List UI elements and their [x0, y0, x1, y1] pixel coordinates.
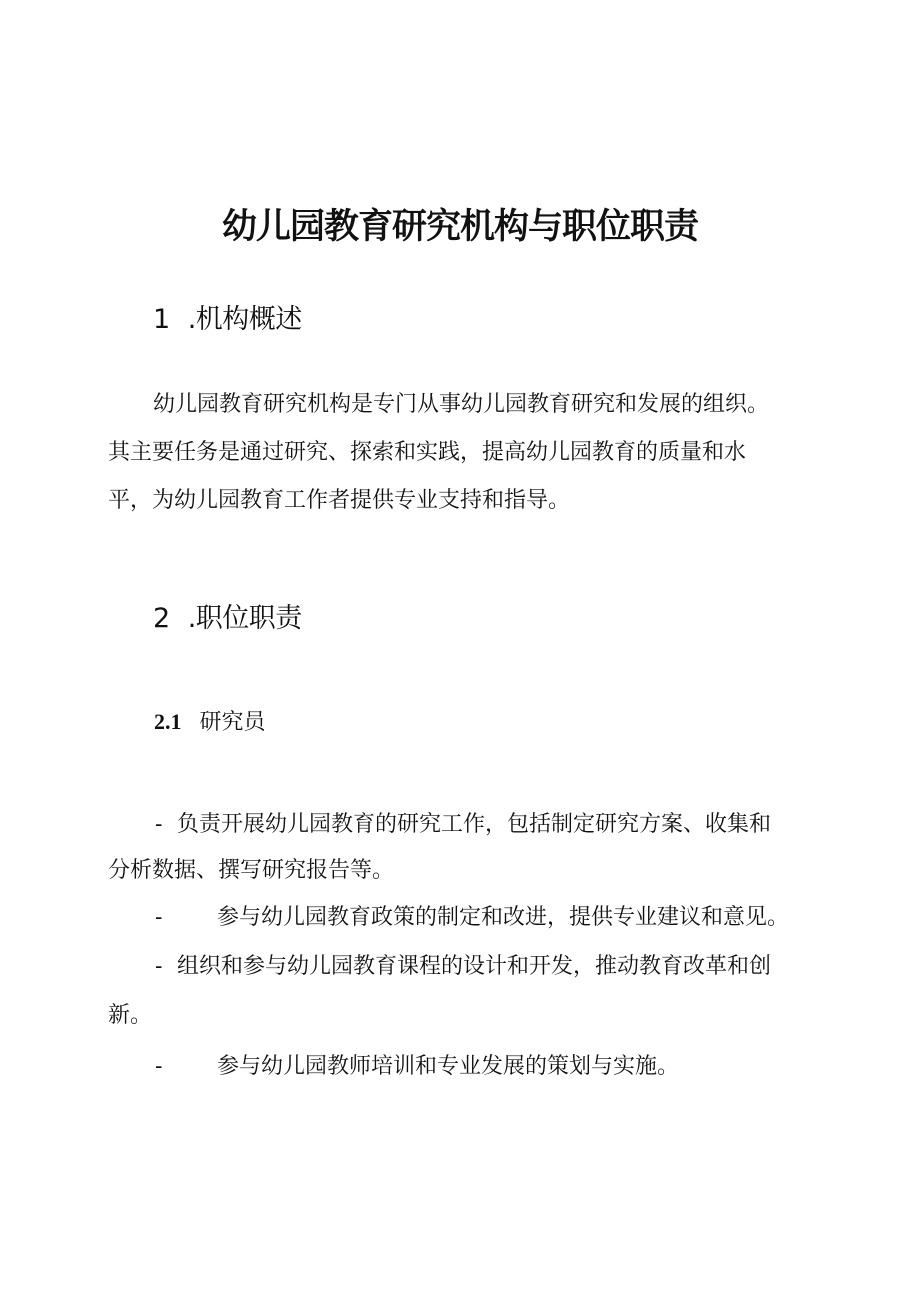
section-1-title: .机构概述 — [187, 304, 302, 335]
bullet-dash: - — [155, 954, 163, 979]
section-2-heading — [153, 596, 302, 635]
paragraph-line: 幼儿园教育研究机构是专门从事幼儿园教育研究和发展的组织。 — [153, 392, 770, 417]
list-item — [155, 1056, 679, 1078]
list-item-continuation: 新。 — [108, 1003, 153, 1028]
list-item-continuation: 分析数据、撰写研究报告等。 — [108, 858, 395, 883]
list-item-text: 负责开展幼儿园教育的研究工作，包括制定研究方案、收集和 — [177, 812, 772, 837]
section-2-title: .职位职责 — [187, 603, 302, 634]
document-title: 幼儿园教育研究机构与职位职责 — [221, 207, 698, 248]
paragraph-line: 平，为幼儿园教育工作者提供专业支持和指导。 — [108, 488, 571, 513]
list-item — [155, 956, 771, 978]
paragraph-line: 其主要任务是通过研究、探索和实践，提高幼儿园教育的质量和水 — [108, 440, 747, 465]
section-1-heading — [153, 297, 302, 336]
list-item-text: 参与幼儿园教育政策的制定和改进，提供专业建议和意见。 — [217, 905, 790, 930]
subsection-2-1-heading — [154, 705, 266, 736]
section-2-number: 2 — [153, 603, 170, 634]
bullet-dash: - — [155, 905, 163, 930]
section-1-number: 1 — [153, 304, 170, 335]
list-item — [155, 907, 789, 929]
subsection-2-1-number: 2.1 — [154, 709, 182, 734]
bullet-dash: - — [155, 812, 163, 837]
list-item — [155, 814, 771, 836]
list-item-text: 组织和参与幼儿园教育课程的设计和开发，推动教育改革和创 — [177, 954, 772, 979]
list-item-text: 参与幼儿园教师培训和专业发展的策划与实施。 — [217, 1054, 680, 1079]
bullet-dash: - — [155, 1054, 163, 1079]
subsection-2-1-title: 研究员 — [199, 710, 266, 735]
